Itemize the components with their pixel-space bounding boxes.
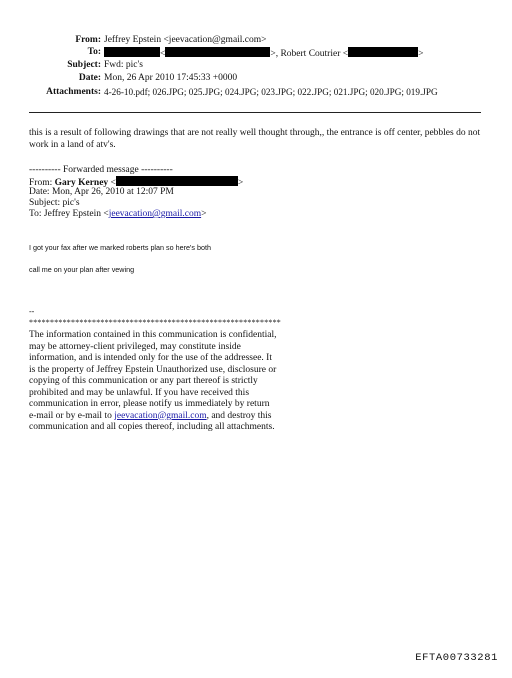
to-label: To: <box>87 47 101 57</box>
redaction-block <box>116 176 238 186</box>
redaction-block <box>104 47 160 57</box>
from-value: Jeffrey Epstein <jeevacation@gmail.com> <box>104 35 267 45</box>
forwarded-to-close: > <box>201 209 207 219</box>
header-subject-row <box>0 60 512 72</box>
forwarded-marker: ---------- Forwarded message ---------- <box>29 165 173 175</box>
forwarded-from-name: Gary Kerney <box>54 178 109 188</box>
header-attachments-row <box>0 87 512 99</box>
forwarded-to <box>29 209 206 221</box>
date-label: Date: <box>78 73 101 83</box>
redaction-block <box>165 47 270 57</box>
to-open: < <box>160 49 166 59</box>
disclaimer-stars: ************************************************************ <box>29 318 281 327</box>
signature-dash: -- <box>29 307 35 316</box>
to-mid: >, Robert Coutrier < <box>270 49 349 59</box>
forwarded-from-close: > <box>237 178 244 188</box>
header-date-row <box>0 73 512 85</box>
to-value <box>104 47 423 59</box>
forwarded-line-1: I got your fax after we marked roberts plan so here's both <box>29 243 211 252</box>
redaction-block <box>348 47 418 57</box>
forwarded-from-open: < <box>108 178 116 188</box>
disclaimer-email-link[interactable]: jeevacation@gmail.com <box>114 410 207 421</box>
message-body: this is a result of following drawings that are not really well thought through,, the entrance is off center, pebbles do not work in a land of atv's. <box>29 128 481 150</box>
forwarded-line-2: call me on your plan after vewing <box>29 265 135 274</box>
forwarded-date: Date: Mon, Apr 26, 2010 at 12:07 PM <box>29 187 174 197</box>
document-id: EFTA00733281 <box>415 652 498 664</box>
to-close: > <box>418 49 424 59</box>
header-divider <box>29 112 481 113</box>
header-to-row <box>0 47 512 59</box>
from-label: From: <box>75 35 101 45</box>
disclaimer-text <box>29 330 279 434</box>
attachments-label: Attachments: <box>46 87 101 97</box>
subject-label: Subject: <box>67 60 101 70</box>
disclaimer-part-2: , and destroy this communication and all copies thereof, including all attachments. <box>29 410 275 432</box>
disclaimer-part-1: The information contained in this communication is confidential, may be attorney-client privileged, may constitute inside information, and is intended only for the use of the addressee. It is the property of Jeffrey Epstein Unauthorized use, disclosure or copying of this communication or any part thereof is strictly prohibited and may be unlawful. If you have received this communication in error, please notify us immediately by return e-mail or by e-mail to <box>29 330 277 421</box>
attachments-value: 4-26-10.pdf; 026.JPG; 025.JPG; 024.JPG; 023.JPG; 022.JPG; 021.JPG; 020.JPG; 019.JPG <box>104 87 438 97</box>
forwarded-subject: Subject: pic's <box>29 198 80 208</box>
forwarded-from-prefix: From: <box>29 178 55 188</box>
subject-value: Fwd: pic's <box>104 60 143 70</box>
header-from-row <box>0 35 512 47</box>
forwarded-to-email-link[interactable]: jeevacation@gmail.com <box>108 209 202 219</box>
forwarded-to-prefix: To: Jeffrey Epstein < <box>29 209 109 219</box>
date-value: Mon, 26 Apr 2010 17:45:33 +0000 <box>104 73 238 83</box>
